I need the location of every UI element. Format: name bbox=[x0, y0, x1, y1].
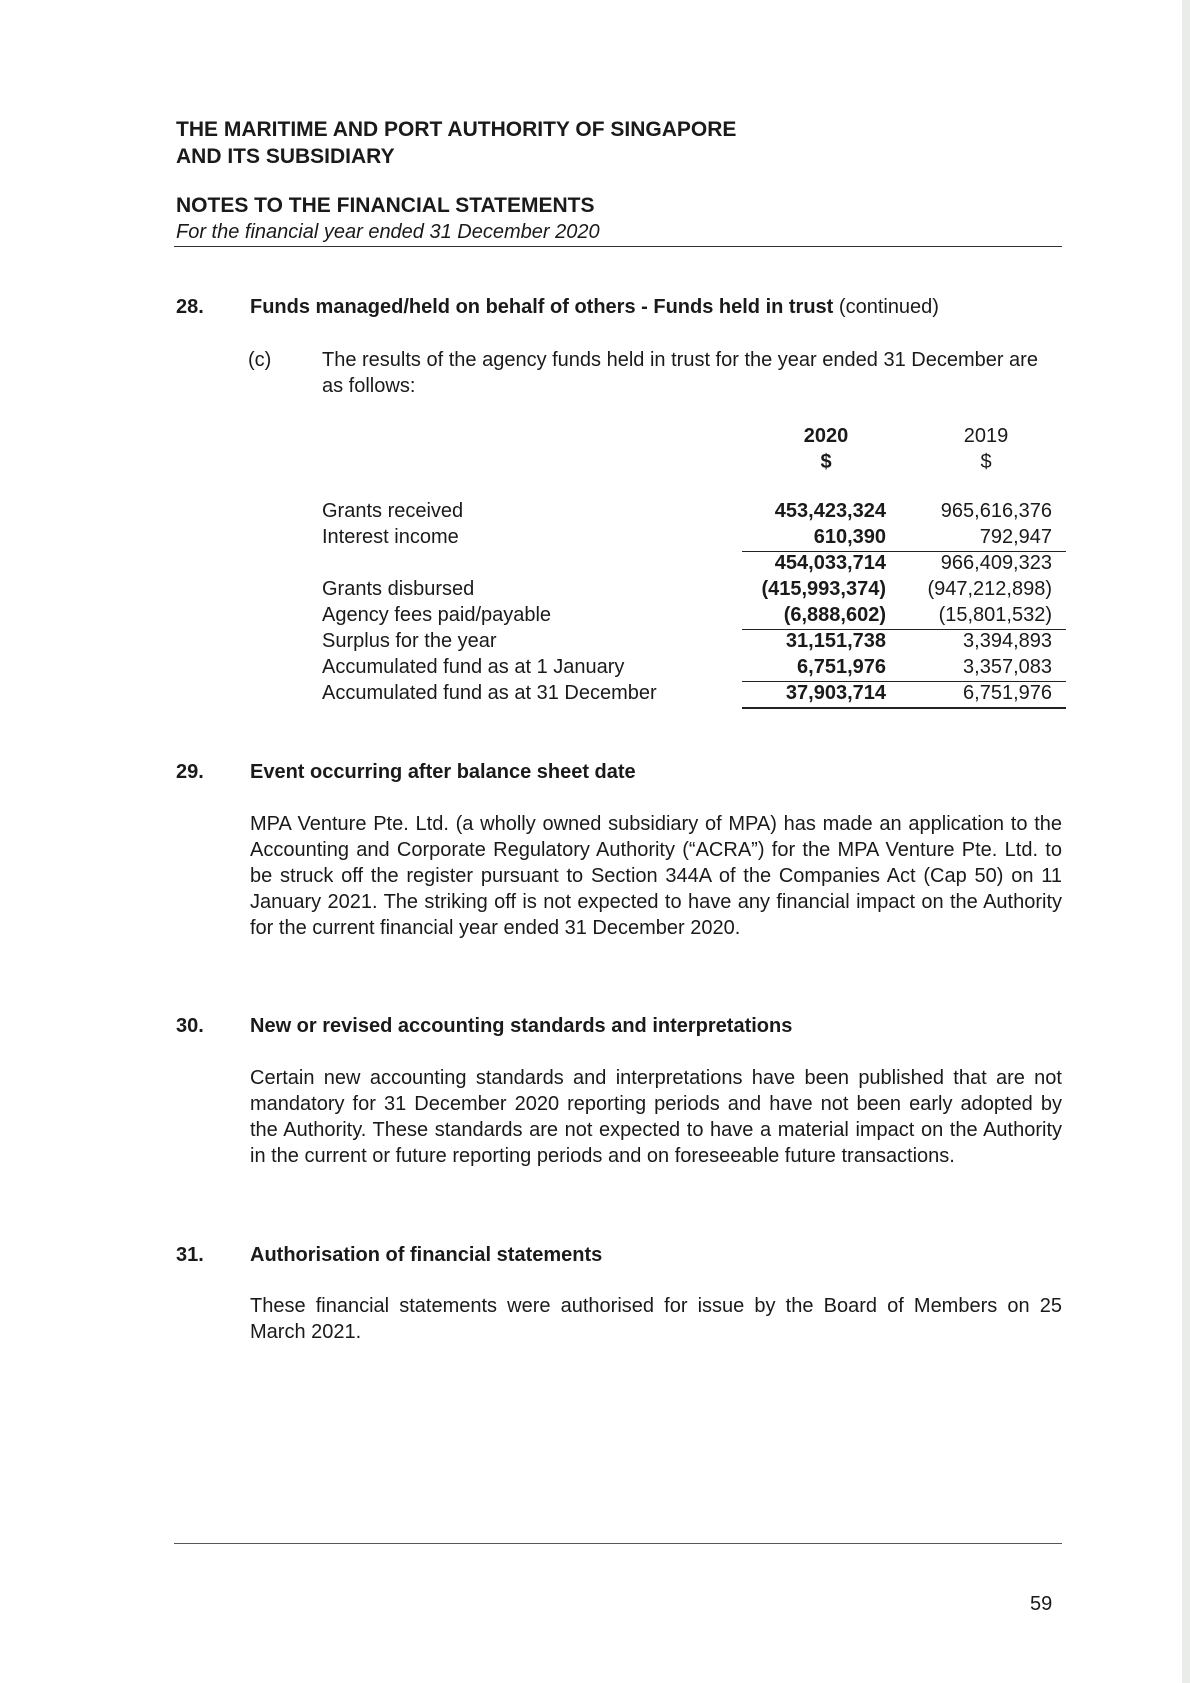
notes-subtitle: For the financial year ended 31 December 2020 bbox=[176, 221, 600, 243]
section-30-title: New or revised accounting standards and interpretations bbox=[250, 1015, 793, 1037]
table-row bbox=[322, 602, 1062, 628]
row-label: Accumulated fund as at 1 January bbox=[322, 656, 625, 678]
page-number: 59 bbox=[1030, 1593, 1053, 1615]
section-31-number: 31. bbox=[176, 1244, 204, 1266]
org-line-2: AND ITS SUBSIDIARY bbox=[176, 145, 395, 168]
table-row bbox=[322, 654, 1062, 680]
section-28-title-suffix: (continued) bbox=[838, 296, 939, 318]
subtotal-rule bbox=[742, 681, 1066, 682]
section-30-number: 30. bbox=[176, 1015, 204, 1037]
section-29-number: 29. bbox=[176, 761, 204, 783]
row-value-2019: 965,616,376 bbox=[940, 500, 1052, 522]
row-value-2019: 792,947 bbox=[979, 526, 1052, 548]
section-31-body: These financial statements were authorised for issue by the Board of Members on 25 March 2021. bbox=[250, 1295, 1062, 1343]
notes-title: NOTES TO THE FINANCIAL STATEMENTS bbox=[176, 194, 595, 217]
table-row bbox=[322, 550, 1062, 576]
section-29-body: MPA Venture Pte. Ltd. (a wholly owned subsidiary of MPA) has made an application to the Accounting and Corporate Regulatory Authority (“ACRA”) for the MPA Venture Pte. Ltd. to be struck off the register pursuant to Section 344A of the Companies Act (Cap 50) on 11 January 2021. The striking off is not expected to have any financial impact on the Authority for the current financial year ended 31 December 2020. bbox=[250, 813, 1062, 939]
row-value-2020: 31,151,738 bbox=[785, 630, 886, 652]
section-28-number: 28. bbox=[176, 296, 204, 318]
row-label: Accumulated fund as at 31 December bbox=[322, 682, 657, 704]
row-value-2019: 3,394,893 bbox=[963, 630, 1052, 652]
subsection-label: (c) bbox=[248, 349, 272, 371]
row-label: Grants disbursed bbox=[322, 578, 475, 600]
page-edge bbox=[1182, 0, 1190, 1683]
row-value-2019: 3,357,083 bbox=[963, 656, 1052, 678]
row-value-2020: 6,751,976 bbox=[797, 656, 886, 678]
table-row bbox=[322, 680, 1062, 706]
subtotal-rule bbox=[742, 551, 1066, 552]
section-28-title-text: Funds managed/held on behalf of others - Funds held in trust bbox=[250, 296, 834, 318]
organisation-name bbox=[176, 116, 736, 170]
row-value-2020: (6,888,602) bbox=[783, 604, 886, 626]
row-value-2020: 610,390 bbox=[813, 526, 886, 548]
row-value-2019: 6,751,976 bbox=[963, 682, 1052, 704]
table-row bbox=[322, 524, 1062, 550]
col-2019-header bbox=[926, 423, 1046, 475]
section-28-title bbox=[250, 296, 939, 319]
row-value-2020: 454,033,714 bbox=[774, 552, 886, 574]
section-29-title: Event occurring after balance sheet date bbox=[250, 761, 636, 783]
row-value-2020: 453,423,324 bbox=[774, 500, 886, 522]
table-row bbox=[322, 576, 1062, 602]
subtotal-rule bbox=[742, 629, 1066, 630]
col-2019-year: 2019 bbox=[963, 425, 1009, 447]
col-2020-year: 2020 bbox=[803, 425, 849, 447]
footer-rule bbox=[174, 1543, 1062, 1544]
row-value-2020: 37,903,714 bbox=[785, 682, 886, 704]
row-value-2020: (415,993,374) bbox=[761, 578, 886, 600]
table-row bbox=[322, 628, 1062, 654]
table-row bbox=[322, 498, 1062, 524]
org-line-1: THE MARITIME AND PORT AUTHORITY OF SINGAPORE bbox=[176, 118, 737, 141]
row-value-2019: 966,409,323 bbox=[940, 552, 1052, 574]
subsection-text: The results of the agency funds held in trust for the year ended 31 December are as follows: bbox=[322, 349, 1038, 397]
agency-funds-table bbox=[322, 498, 1062, 706]
section-31-title: Authorisation of financial statements bbox=[250, 1244, 603, 1266]
row-value-2019: (15,801,532) bbox=[938, 604, 1052, 626]
row-label: Agency fees paid/payable bbox=[322, 604, 552, 626]
col-2020-header bbox=[766, 423, 886, 475]
row-label: Interest income bbox=[322, 526, 459, 548]
header-rule bbox=[174, 246, 1062, 247]
col-2019-unit: $ bbox=[980, 451, 992, 473]
total-rule-bottom bbox=[742, 707, 1066, 709]
row-value-2019: (947,212,898) bbox=[927, 578, 1052, 600]
row-label: Grants received bbox=[322, 500, 464, 522]
row-label: Surplus for the year bbox=[322, 630, 497, 652]
col-2020-unit: $ bbox=[820, 451, 832, 473]
section-30-body: Certain new accounting standards and interpretations have been published that are not mandatory for 31 December 2020 reporting periods and have not been early adopted by the Authority. These standards are not expected to have a material impact on the Authority in the current or future reporting periods and on foreseeable future transactions. bbox=[250, 1067, 1062, 1167]
